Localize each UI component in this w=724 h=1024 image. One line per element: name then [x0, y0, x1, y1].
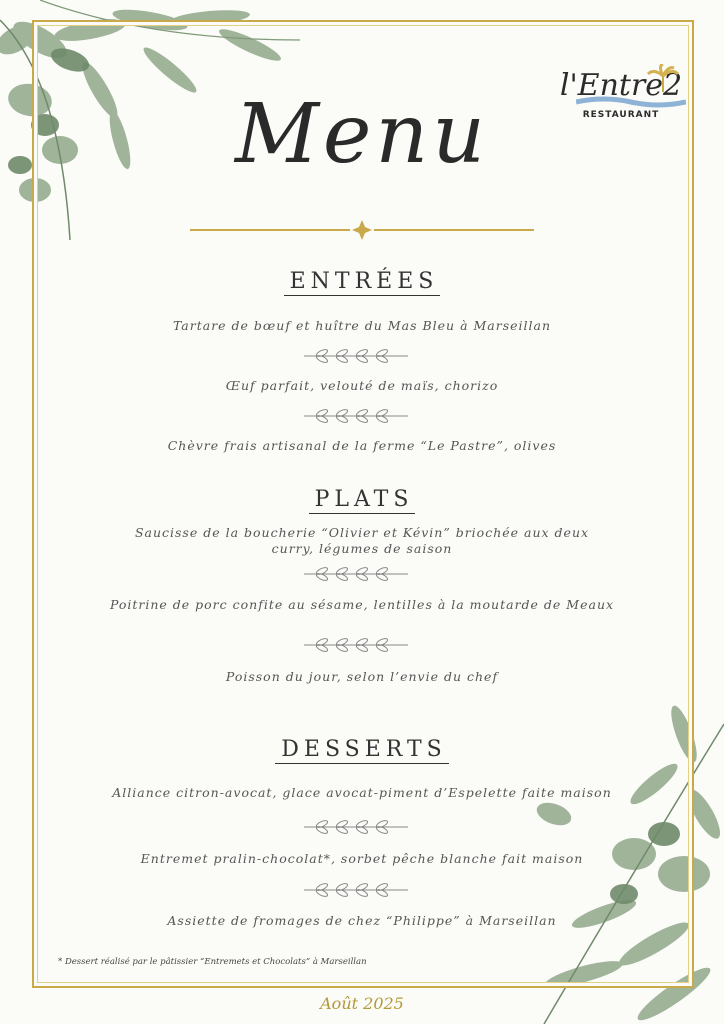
section-heading-entrees: ENTRÉES	[0, 268, 724, 296]
menu-item: Poitrine de porc confite au sésame, lentilles à la moutarde de Meaux	[109, 597, 615, 612]
menu-item: Entremet pralin-chocolat*, sorbet pêche blanche fait maison	[140, 851, 584, 866]
menu-item: Saucisse de la boucherie “Olivier et Kévin” briochée aux deux curry, légumes de saison	[134, 525, 590, 556]
gold-star-divider	[190, 220, 534, 240]
menu-item: Œuf parfait, velouté de maïs, chorizo	[225, 378, 499, 393]
menu-item: Poisson du jour, selon l’envie du chef	[225, 669, 499, 684]
sprig-divider-icon	[300, 408, 412, 424]
logo-subtitle: RESTAURANT	[582, 110, 660, 120]
section-heading-plats: PLATS	[0, 486, 724, 514]
menu-title: Menu	[234, 87, 490, 182]
menu-item: Alliance citron-avocat, glace avocat-piment d’Espelette faite maison	[112, 785, 612, 800]
logo-wordmark: l'Entre2	[559, 68, 683, 103]
sprig-divider-icon	[300, 348, 412, 364]
menu-date: Août 2025	[320, 994, 404, 1013]
footnote: * Dessert réalisé par le pâtissier “Entremets et Chocolats” à Marseillan	[58, 957, 367, 967]
sprig-divider-icon	[300, 566, 412, 582]
sprig-divider-icon	[300, 882, 412, 898]
sprig-divider-icon	[300, 819, 412, 835]
sprig-divider-icon	[300, 637, 412, 653]
section-heading-desserts: DESSERTS	[0, 736, 724, 764]
menu-item: Chèvre frais artisanal de la ferme “Le Pastre”, olives	[167, 438, 557, 453]
menu-item: Assiette de fromages de chez “Philippe” à Marseillan	[167, 913, 557, 928]
menu-item: Tartare de bœuf et huître du Mas Bleu à Marseillan	[172, 318, 552, 333]
